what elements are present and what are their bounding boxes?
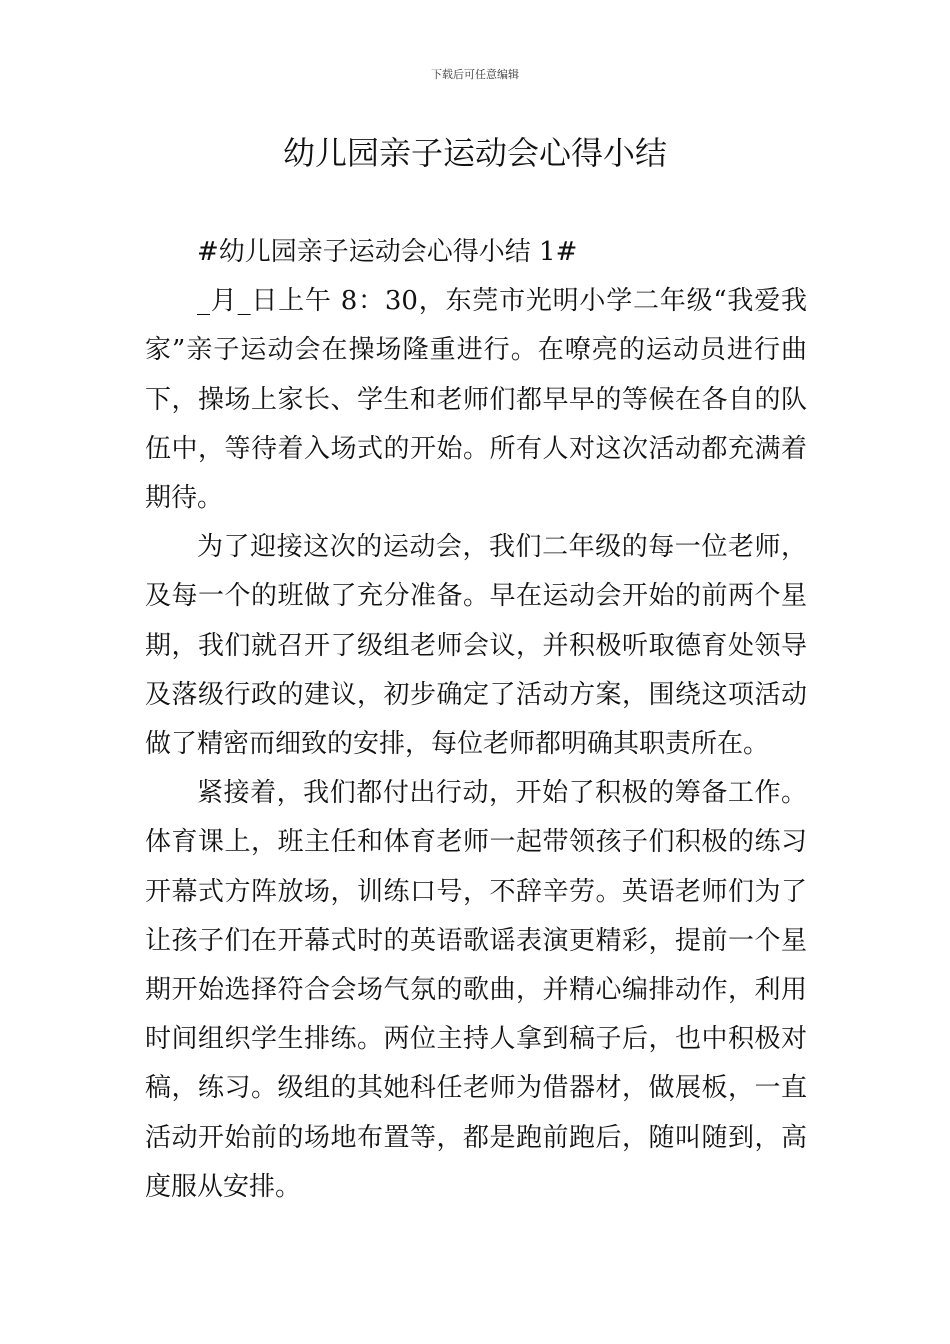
paragraph-subheading: #幼儿园亲子运动会心得小结 1# bbox=[197, 237, 578, 267]
header-note: 下载后可任意编辑 bbox=[431, 68, 519, 81]
paragraph: _月_日上午 8：30，东莞市光明小学二年级“我爱我家”亲子运动会在操场隆重进行。在嘹亮的运动员进行曲下，操场上家长、学生和老师们都早早的等候在各自的队伍中，等待着入场式的开始。所有人对这次活动都充满着期待。 bbox=[145, 286, 807, 514]
paragraph: 为了迎接这次的运动会，我们二年级的每一位老师，及每一个的班做了充分准备。早在运动会开始的前两个星期，我们就召开了级组老师会议，并积极听取德育处领导及落级行政的建议，初步确定了活动方案，围绕这项活动做了精密而细致的安排，每位老师都明确其职责所在。 bbox=[145, 532, 807, 760]
document-title: 幼儿园亲子运动会心得小结 bbox=[282, 134, 667, 172]
paragraph: 紧接着，我们都付出行动，开始了积极的筹备工作。体育课上，班主任和体育老师一起带领孩子们积极的练习开幕式方阵放场，训练口号，不辞辛劳。英语老师们为了让孩子们在开幕式时的英语歌谣表演更精彩，提前一个星期开始选择符合会场气氛的歌曲，并精心编排动作，利用时间组织学生排练。两位主持人拿到稿子后，也中积极对稿，练习。级组的其她科任老师为借器材，做展板，一直活动开始前的场地布置等，都是跑前跑后，随叫随到，高度服从安排。 bbox=[145, 778, 807, 1202]
document-body bbox=[145, 228, 807, 1212]
